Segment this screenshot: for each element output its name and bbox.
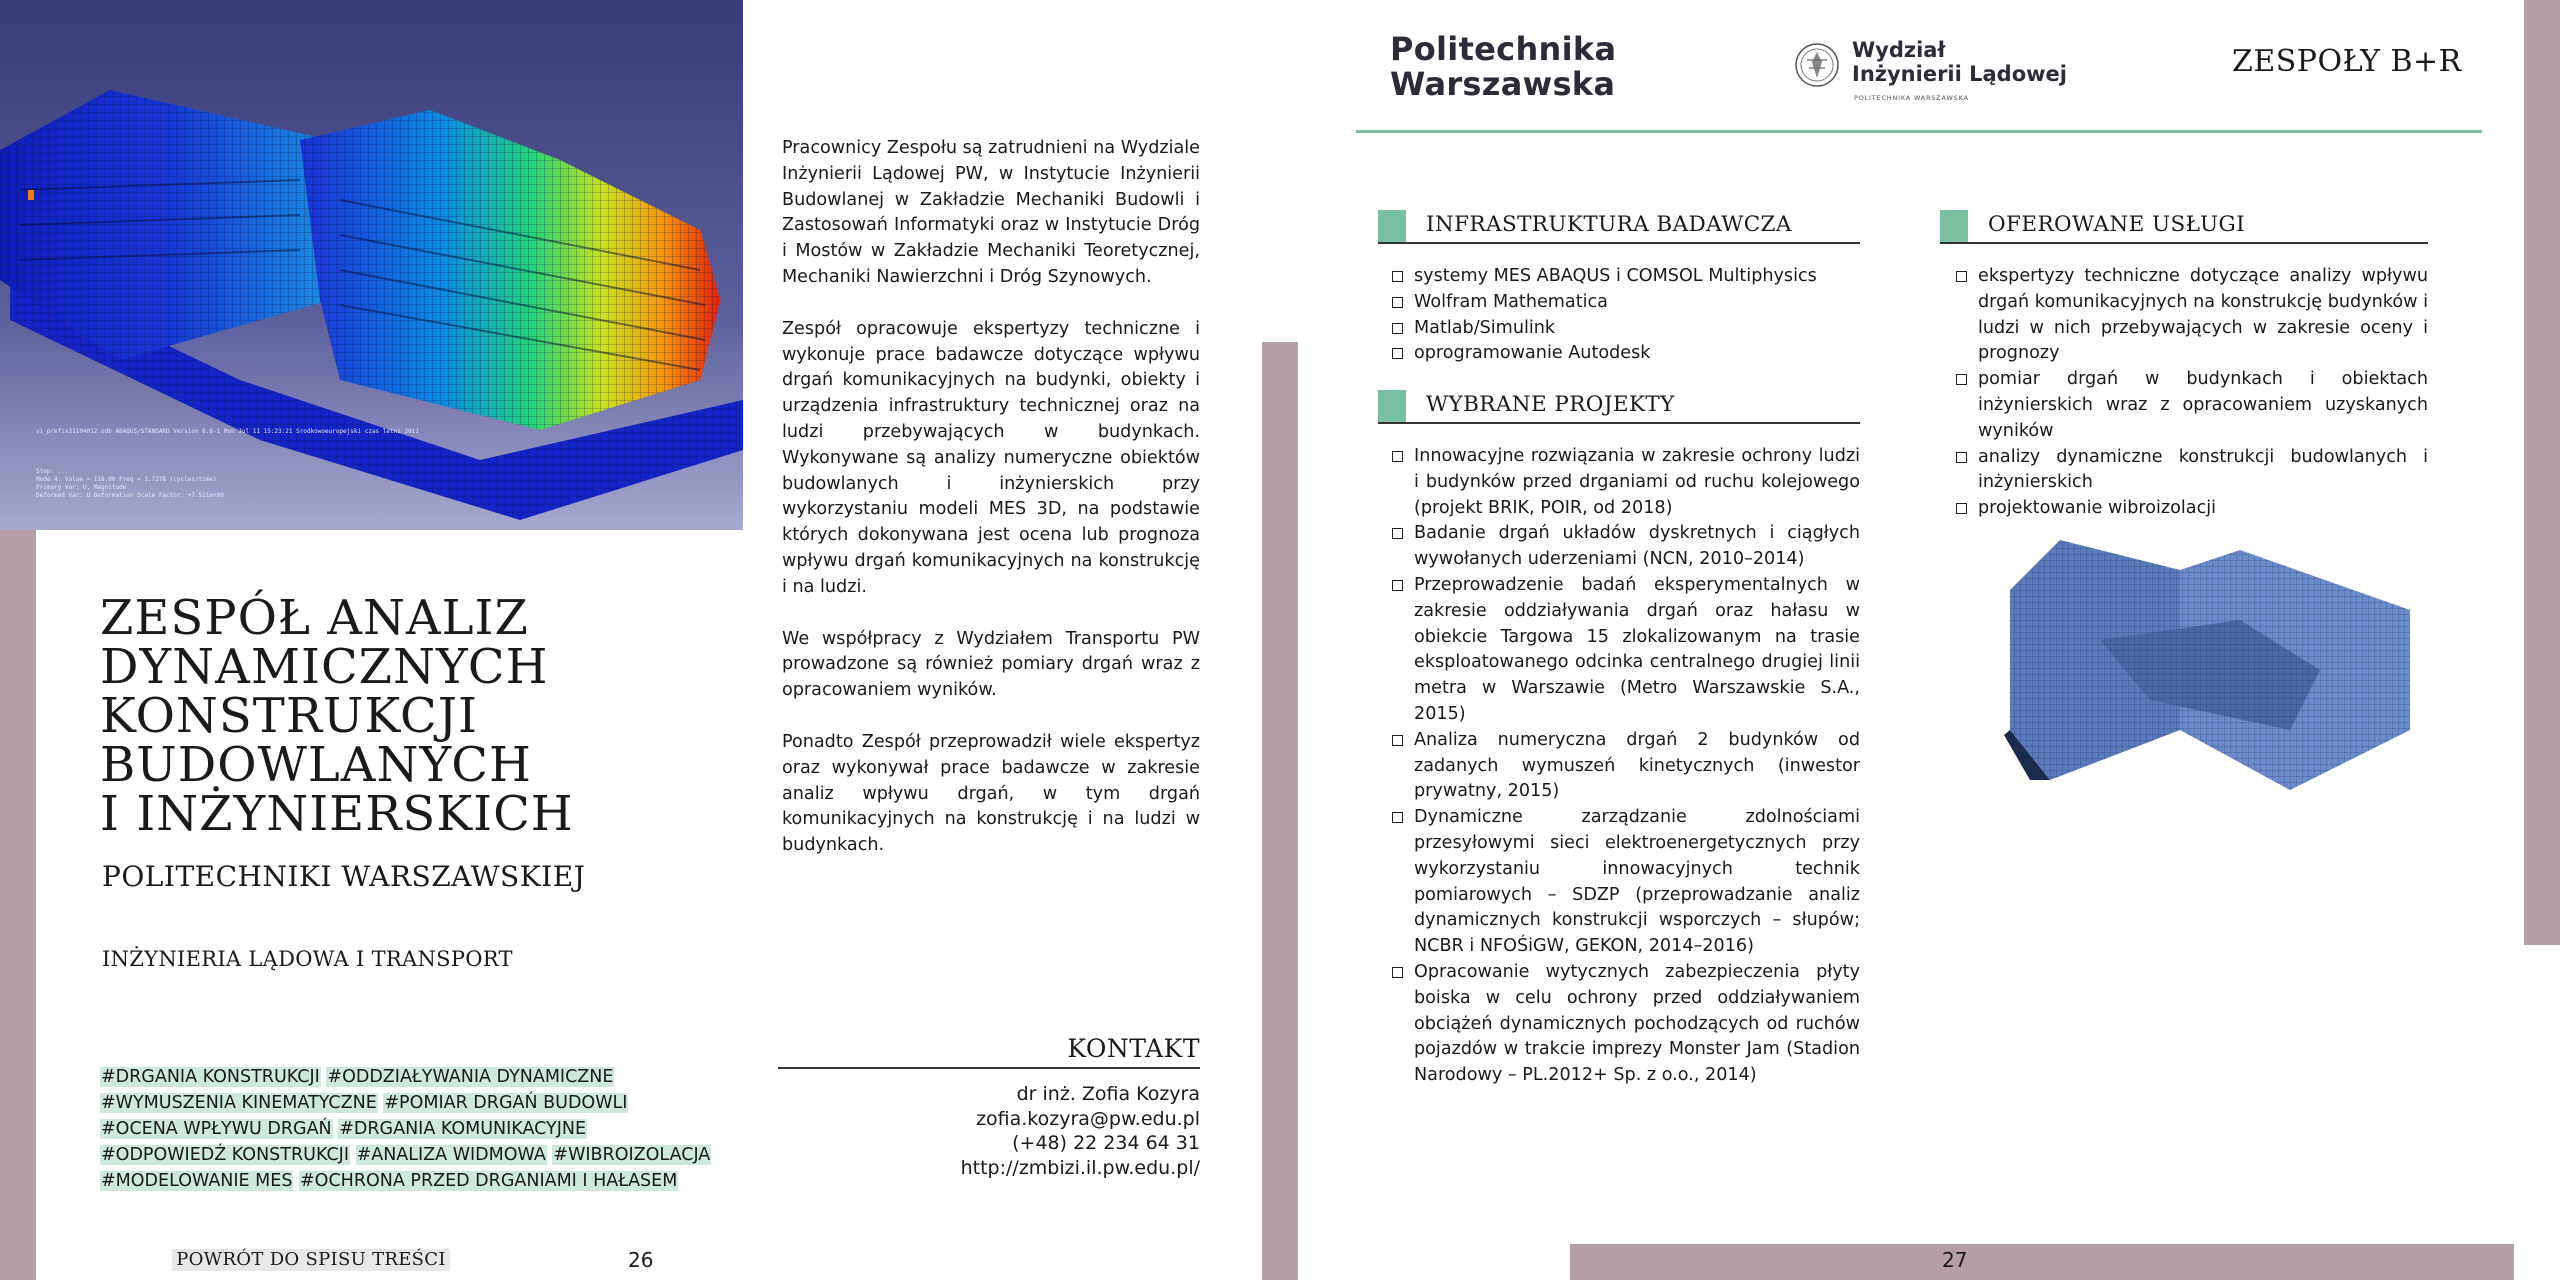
title-line: ZESPÓŁ ANALIZ [100, 590, 529, 646]
hero-overlay-line1: vi_prefix21104012.odb ABAQUS/STANDARD Version 6.8-1 Mon Jul 11 15:23:21 Srodkowoeuropejski czas letni 2011 [36, 428, 419, 435]
list-item: Matlab/Simulink [1390, 316, 1860, 342]
contact-divider [778, 1067, 1200, 1069]
checkbox-icon [1392, 735, 1403, 746]
section-marker-square [1940, 210, 1968, 242]
section-marker-square [1378, 210, 1406, 242]
title-line: KONSTRUKCJI [100, 688, 478, 744]
services-list [1954, 264, 2428, 522]
paragraph: Zespół opracowuje ekspertyzy techniczne i wykonuje prace badawcze dotyczące wpływu drgań komunikacyjnych na budynki, obiekty i urządzenia infrastruktury technicznej oraz na ludzi przebywających w budynkach. Wykonywane są analizy numeryczne obiektów budowlanych i inżynierskich przy wykorzystaniu modeli MES 3D, na podstawie których dokonywana jest ocena lub prognoza wpływu drgań komunikacyjnych na konstrukcję i na ludzi. [782, 318, 1200, 597]
list-item: Analiza numeryczna drgań 2 budynków od zadanych wymuszeń kinetycznych (inwestor prywatny, 2015) [1390, 728, 1860, 805]
contact-url[interactable]: http://zmbizi.il.pw.edu.pl/ [960, 1156, 1200, 1179]
university-logo [1390, 32, 1616, 102]
faculty-name [1852, 38, 2067, 86]
contact-email[interactable]: zofia.kozyra@pw.edu.pl [976, 1107, 1200, 1130]
section-heading-infrastructure [1378, 210, 1860, 244]
page-number-right: 27 [1942, 1248, 1968, 1272]
team-title [100, 590, 660, 842]
list-item: Przeprowadzenie badań eksperymentalnych w zakresie oddziaływania drgań oraz hałasu w obiekcie Targowa 15 zlokalizowanym na trasie eksploatowanego odcinka centralnego drugiej linii metra w Warszawie (Metro Warszawskie S.A., 2015) [1390, 573, 1860, 728]
discipline-label: INŻYNIERIA LĄDOWA I TRANSPORT [102, 947, 513, 971]
list-item: analizy dynamiczne konstrukcji budowlanych i inżynierskich [1954, 445, 2428, 497]
header-divider [1356, 130, 2482, 133]
decorative-band-middle [1262, 342, 1298, 1280]
list-item: systemy MES ABAQUS i COMSOL Multiphysics [1390, 264, 1860, 290]
paragraph: Ponadto Zespół przeprowadził wiele ekspertyz oraz wykonywał prace badawcze w zakresie analiz wpływu drgań, w tym drgań komunikacyjnych na konstrukcję i na ludzi w budynkach. [782, 731, 1200, 856]
checkbox-icon [1392, 812, 1403, 823]
list-item: Dynamiczne zarządzanie zdolnościami przesyłowymi sieci elektroenergetycznych przy wykorzystaniu innowacyjnych technik pomiarowych – SDZP (przeprowadzanie analiz dynamicznych konstrukcji wsporczych – słupów; NCBR i NFOŚiGW, GEKON, 2014–2016) [1390, 805, 1860, 960]
infrastructure-list [1390, 264, 1860, 367]
section-label: WYBRANE PROJEKTY [1426, 392, 1675, 417]
hero-overlay-line4: Primary Var: U, Magnitude [36, 484, 127, 491]
list-item: Badanie drgań układów dyskretnych i ciągłych wywołanych uderzeniami (NCN, 2010–2014) [1390, 521, 1860, 573]
checkbox-icon [1392, 451, 1403, 462]
tag: #POMIAR DRGAŃ BUDOWLI [384, 1093, 628, 1113]
list-item: projektowanie wibroizolacji [1954, 496, 2428, 522]
paragraph: Pracownicy Zespołu są zatrudnieni na Wydziale Inżynierii Lądowej PW, w Instytucie Inżynierii Budowlanej w Zakładzie Mechaniki Budowli i Zastosowań Informatyki oraz w Instytucie Dróg i Mostów w Zakładzie Mechaniki Teoretycznej, Mechaniki Nawierzchni i Dróg Szynowych. [782, 138, 1200, 287]
contact-name: dr inż. Zofia Kozyra [1016, 1083, 1200, 1105]
fem-simulation-image [0, 0, 743, 530]
tag: #WIBROIZOLACJA [553, 1145, 711, 1165]
faculty-line: Inżynierii Lądowej [1852, 62, 2067, 86]
section-label: INFRASTRUKTURA BADAWCZA [1426, 212, 1792, 237]
hero-overlay-line5: Deformed Var: U Deformation Scale Factor: +7.511e+00 [36, 492, 224, 499]
contact-phone[interactable]: (+48) 22 234 64 31 [1012, 1132, 1200, 1154]
list-item: oprogramowanie Autodesk [1390, 341, 1860, 367]
tag: #ODPOWIEDŹ KONSTRUKCJI [101, 1145, 349, 1165]
section-heading-projects [1378, 390, 1860, 424]
checkbox-icon [1956, 452, 1967, 463]
section-label: OFEROWANE USŁUGI [1988, 212, 2245, 237]
title-line: I INŻYNIERSKICH [100, 786, 574, 842]
section-heading-services [1940, 210, 2428, 244]
tag: #WYMUSZENIA KINEMATYCZNE [101, 1093, 377, 1113]
tag: #DRGANIA KONSTRUKCJI [101, 1067, 320, 1087]
tag: #ANALIZA WIDMOWA [356, 1145, 546, 1165]
tag: #DRGANIA KOMUNIKACYJNE [339, 1119, 587, 1139]
hero-overlay-line3: Mode 4: Value = 118.00 Freq = 1.7378 (cycles/time) [36, 476, 217, 483]
series-title: ZESPOŁY B+R [2232, 44, 2462, 79]
faculty-line: Wydział [1852, 38, 1946, 62]
checkbox-icon [1392, 348, 1403, 359]
tag: #MODELOWANIE MES [101, 1171, 293, 1191]
faculty-subtitle: POLITECHNIKA WARSZAWSKA [1854, 94, 1969, 102]
projects-list [1390, 444, 1860, 1089]
checkbox-icon [1392, 323, 1403, 334]
checkbox-icon [1392, 271, 1403, 282]
footer-bar [1570, 1244, 2514, 1280]
decorative-band-right [2524, 0, 2560, 945]
tag: #OCENA WPŁYWU DRGAŃ [101, 1119, 332, 1139]
team-description [782, 136, 1200, 885]
list-item: Opracowanie wytycznych zabezpieczenia płyty boiska w celu ochrony przed oddziaływaniem obciążeń dynamicznych pochodzących od ruchów pojazdów w trakcie imprezy Monster Jam (Stadion Narodowy – PL.2012+ Sp. z o.o., 2014) [1390, 960, 1860, 1089]
title-line: DYNAMICZNYCH [100, 639, 549, 695]
faculty-crest-icon [1794, 42, 1840, 88]
contact-heading: KONTAKT [1067, 1034, 1200, 1063]
list-item: ekspertyzy techniczne dotyczące analizy wpływu drgań komunikacyjnych na konstrukcję budynków i ludzi w nich przebywających w zakresie oceny i prognozy [1954, 264, 2428, 367]
checkbox-icon [1392, 580, 1403, 591]
logo-line: Warszawska [1390, 65, 1616, 103]
list-item: Wolfram Mathematica [1390, 290, 1860, 316]
tag: #ODDZIAŁYWANIA DYNAMICZNE [327, 1067, 614, 1087]
list-item: pomiar drgań w budynkach i obiektach inżynierskich wraz z opracowaniem uzyskanych wyników [1954, 367, 2428, 444]
section-marker-square [1378, 390, 1406, 422]
page-number-left: 26 [628, 1248, 654, 1272]
checkbox-icon [1392, 297, 1403, 308]
tag: #OCHRONA PRZED DRGANIAMI I HAŁASEM [300, 1171, 678, 1191]
paragraph: We współpracy z Wydziałem Transportu PW prowadzone są również pomiary drgań wraz z opracowaniem wyników. [782, 628, 1200, 701]
contact-details [778, 1082, 1200, 1180]
keyword-tags [100, 1064, 720, 1194]
list-item: Innowacyjne rozwiązania w zakresie ochrony ludzi i budynków przed drganiami od ruchu kolejowego (projekt BRIK, POIR, od 2018) [1390, 444, 1860, 521]
building-mesh-model-image [1990, 530, 2420, 800]
checkbox-icon [1956, 503, 1967, 514]
back-to-contents-link[interactable]: POWRÓT DO SPISU TREŚCI [172, 1249, 450, 1271]
checkbox-icon [1392, 528, 1403, 539]
logo-line: Politechnika [1390, 30, 1617, 68]
checkbox-icon [1956, 374, 1967, 385]
checkbox-icon [1956, 271, 1967, 282]
title-line: BUDOWLANYCH [100, 737, 532, 793]
hero-overlay-line2: Step: ... [36, 468, 69, 475]
team-subtitle: POLITECHNIKI WARSZAWSKIEJ [102, 860, 586, 893]
checkbox-icon [1392, 967, 1403, 978]
